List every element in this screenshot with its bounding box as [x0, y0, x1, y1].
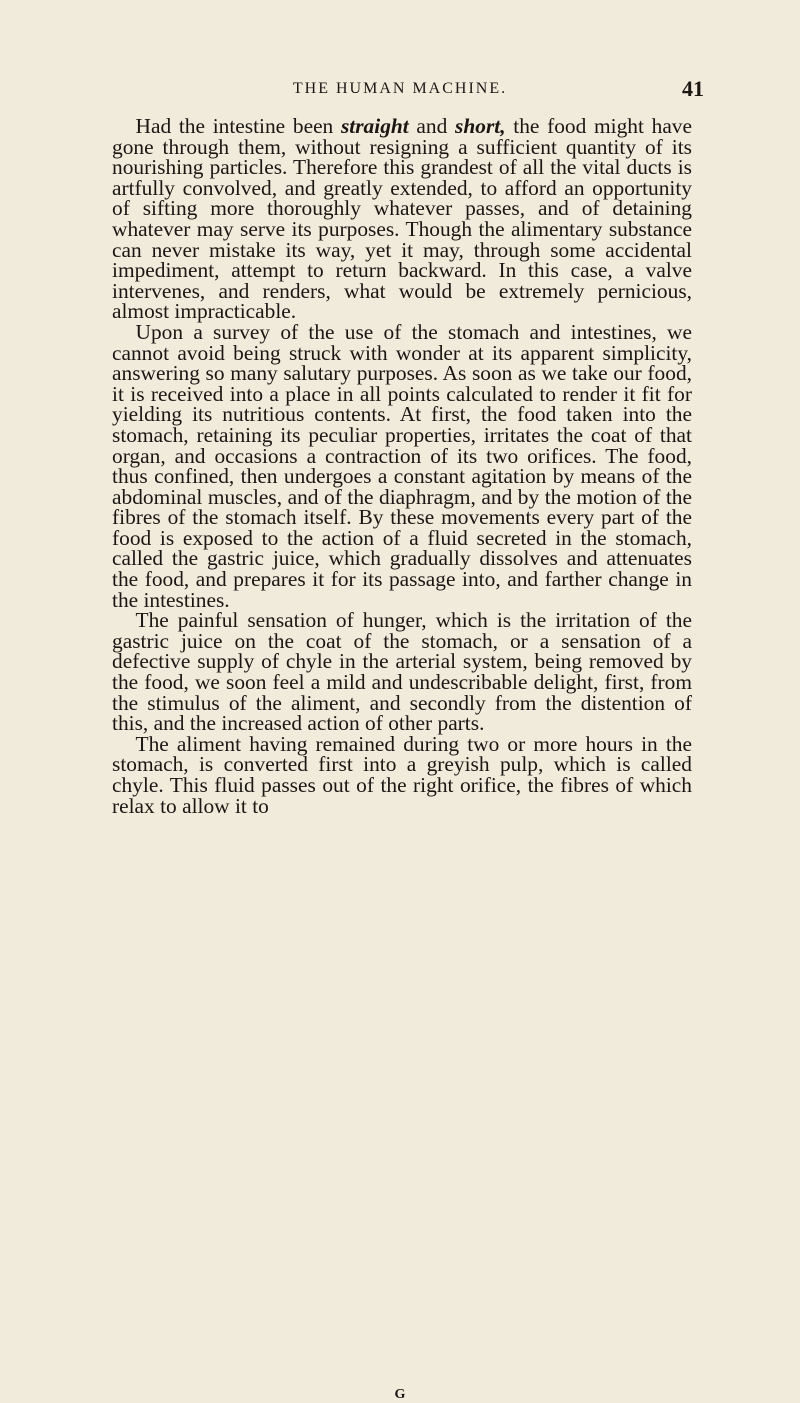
page-number: 41 [682, 76, 704, 101]
paragraph [112, 116, 692, 322]
body-text [112, 116, 692, 816]
emphasis-text: short, [455, 114, 506, 138]
signature-mark: G [394, 1387, 406, 1402]
paragraph: The painful sensation of hunger, which is the irritation of the gastric juice on the coat of the stomach, or a sensation of a defective supply of chyle in the arterial system, being removed by the food, we soon feel a mild and undescribable delight, first, from the stimulus of the aliment, and secondly from the distention of this, and the increased action of other parts. [112, 608, 692, 736]
paragraph-text: Had the intestine been [135, 114, 341, 138]
paragraph-text: the food might have gone through them, without resigning a sufficient quantity of its nourishing particles. Therefore this grandest of all the vital ducts is artfully convolved, and greatly extended, to afford an opportunity of sifting more thoroughly whatever passes, and of detaining whatever may serve its purposes. Though the alimentary substance can never mistake its way, yet it may, through some accidental impediment, attempt to return backward. In this case, a valve intervenes, and renders, what would be extremely pernicious, almost impracticable. [112, 114, 693, 324]
running-title: THE HUMAN MACHINE. [292, 80, 508, 97]
paragraph: The aliment having remained during two or more hours in the stomach, is converted first into a greyish pulp, which is called chyle. This fluid passes out of the right orifice, the fibres of which relax to allow it to [112, 731, 692, 818]
paragraph: Upon a survey of the use of the stomach and intestines, we cannot avoid being struck with wonder at its apparent simplicity, answering so many salutary purposes. As soon as we take our food, it is received into a place in all points calculated to render it fit for yielding its nutritious contents. At first, the food taken into the stomach, retaining its peculiar properties, irritates the coat of that organ, and occasions a contraction of its two orifices. The food, thus confined, then undergoes a constant agitation by means of the abdominal muscles, and of the diaphragm, and by the motion of the fibres of the stomach itself. By these movements every part of the food is exposed to the action of a fluid secreted in the stomach, called the gastric juice, which gradually dissolves and attenuates the food, and prepares it for its passage into, and farther change in the intestines. [112, 319, 692, 612]
paragraph-text: and [408, 114, 456, 138]
page-header [0, 76, 800, 106]
emphasis-text: straight [340, 114, 409, 138]
